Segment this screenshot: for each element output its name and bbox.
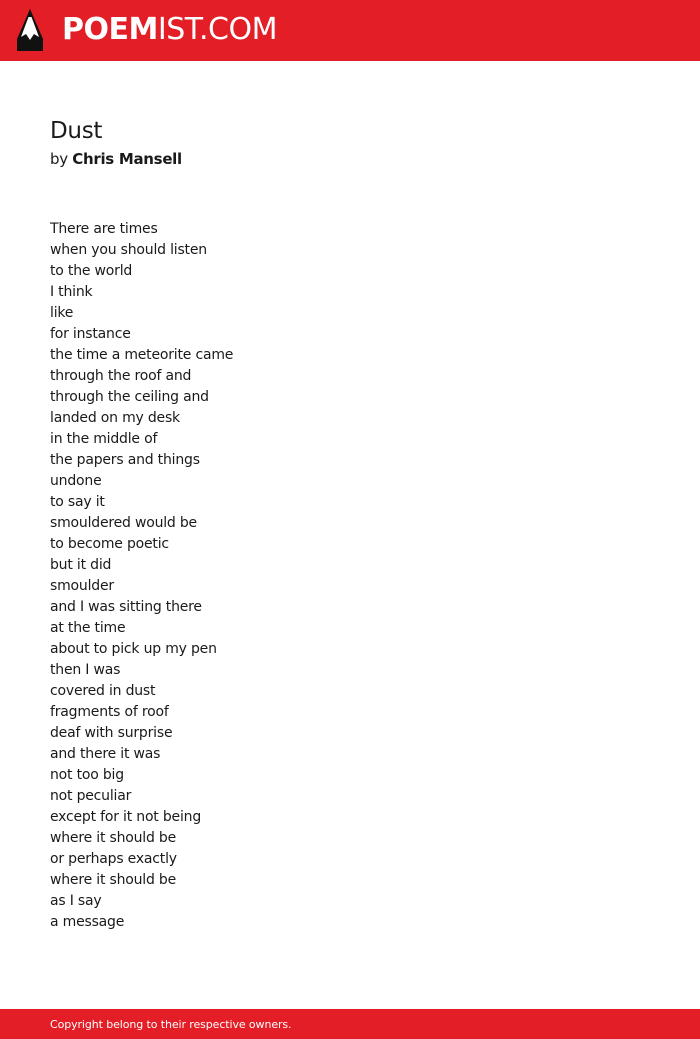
logo-text-bold: POEM [62, 12, 158, 47]
pencil-logo-icon[interactable] [17, 9, 43, 51]
poem-line: in the middle of [50, 431, 158, 447]
poem-body [50, 219, 233, 933]
poem-line: a message [50, 914, 125, 930]
poem-line: then I was [50, 662, 121, 678]
poem-line: where it should be [50, 830, 177, 846]
site-logo[interactable] [62, 12, 277, 48]
poem-line: for instance [50, 326, 131, 342]
poem-line: at the time [50, 620, 126, 636]
by-label: by [50, 150, 68, 168]
poem-line: about to pick up my pen [50, 641, 217, 657]
poem-line: and there it was [50, 746, 161, 762]
poem-title: Dust [50, 118, 103, 144]
poem-line: smouldered would be [50, 515, 197, 531]
poem-line: to the world [50, 263, 133, 279]
poem-line: the time a meteorite came [50, 347, 234, 363]
poem-line: but it did [50, 557, 112, 573]
poem-line: covered in dust [50, 683, 156, 699]
poem-line: through the roof and [50, 368, 192, 384]
poem-line: where it should be [50, 872, 177, 888]
poem-line: not too big [50, 767, 124, 783]
copyright-text: Copyright belong to their respective owners. [50, 1018, 292, 1031]
site-footer [0, 1009, 700, 1039]
poem-line: and I was sitting there [50, 599, 202, 615]
poem-byline [50, 148, 182, 170]
author-name: Chris Mansell [72, 150, 182, 168]
logo-text-light: IST.COM [157, 12, 277, 47]
poem-line: as I say [50, 893, 102, 909]
poem-line: the papers and things [50, 452, 200, 468]
poem-line: to become poetic [50, 536, 169, 552]
poem-line: when you should listen [50, 242, 207, 258]
poem-line: smoulder [50, 578, 114, 594]
poem-line: I think [50, 284, 93, 300]
poem-line: like [50, 305, 74, 321]
poem-line: deaf with surprise [50, 725, 173, 741]
poem-line: or perhaps exactly [50, 851, 177, 867]
poem-line: fragments of roof [50, 704, 169, 720]
poem-line: except for it not being [50, 809, 201, 825]
poem-line: There are times [50, 221, 158, 237]
poem-line: through the ceiling and [50, 389, 209, 405]
poem-line: landed on my desk [50, 410, 180, 426]
poem-line: undone [50, 473, 102, 489]
site-header [0, 0, 700, 61]
poem-line: not peculiar [50, 788, 132, 804]
poem-line: to say it [50, 494, 105, 510]
